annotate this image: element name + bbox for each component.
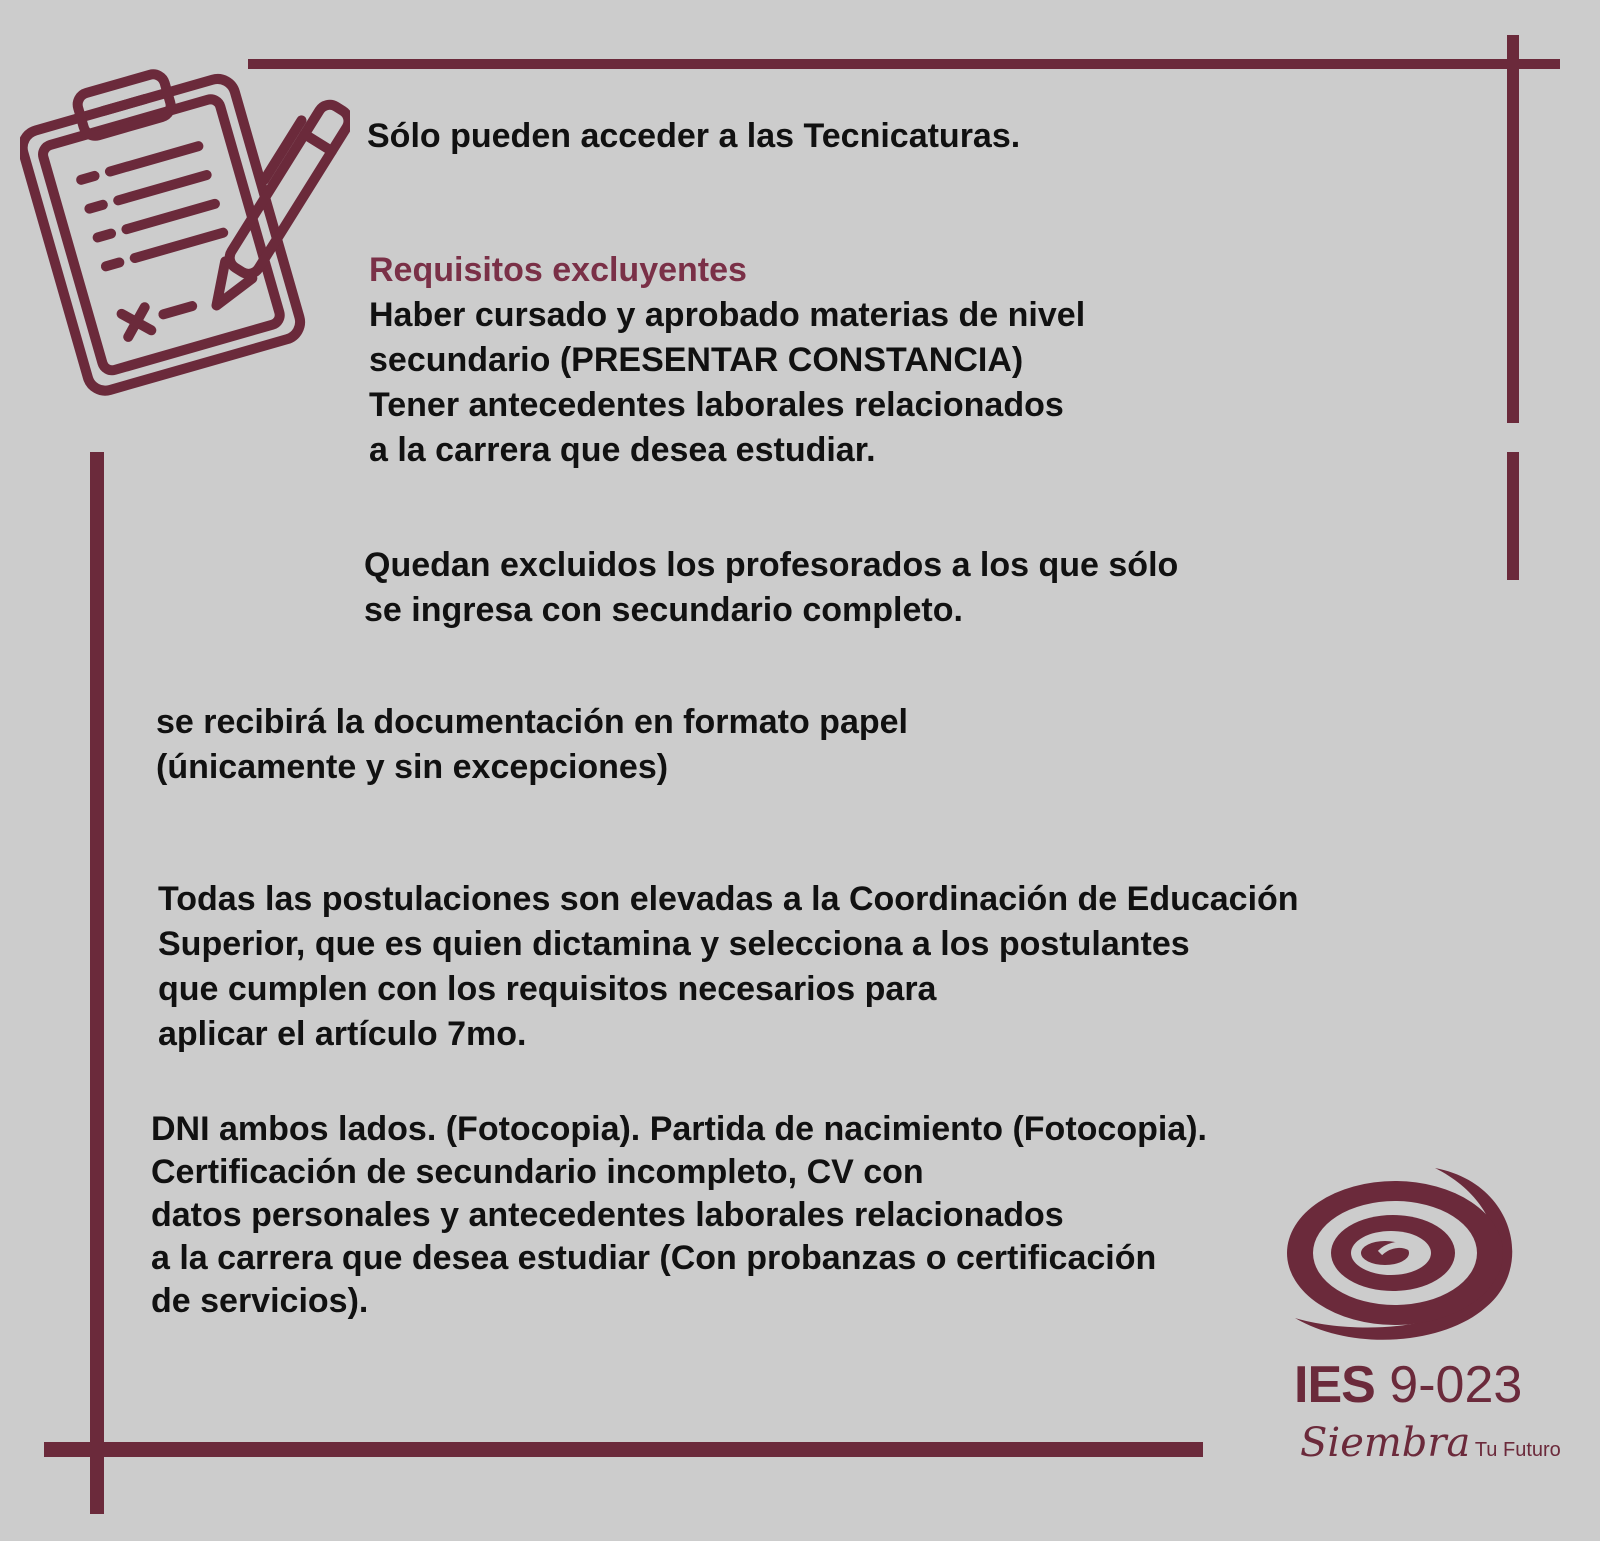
exclusion-line: Quedan excluidos los profesorados a los que sólo — [364, 546, 1179, 584]
tagline-script: Siembra — [1300, 1420, 1471, 1466]
requirements-heading: Requisitos excluyentes — [369, 251, 747, 289]
format-line: (únicamente y sin excepciones) — [156, 748, 669, 786]
exclusion-line: se ingresa con secundario completo. — [364, 591, 963, 629]
documents-line: datos personales y antecedentes laborales relacionados — [151, 1196, 1064, 1234]
postulation-line: Superior, que es quien dictamina y selecciona a los postulantes — [158, 925, 1190, 963]
institution-name — [1294, 1355, 1522, 1415]
institution-tagline — [1300, 1420, 1561, 1466]
postulation-line: que cumplen con los requisitos necesarios para — [158, 970, 937, 1008]
clipboard-checklist-icon — [20, 60, 350, 400]
documents-line: Certificación de secundario incompleto, CV con — [151, 1153, 924, 1191]
requirements-line: Haber cursado y aprobado materias de nivel — [369, 296, 1086, 334]
requirements-line: Tener antecedentes laborales relacionados — [369, 386, 1064, 424]
postulation-line: Todas las postulaciones son elevadas a la Coordinación de Educación — [158, 880, 1299, 918]
documents-line: DNI ambos lados. (Fotocopia). Partida de nacimiento (Fotocopia). — [151, 1110, 1207, 1148]
requirements-line: a la carrera que desea estudiar. — [369, 431, 876, 469]
requirements-block — [369, 248, 1085, 473]
exclusion-note — [364, 543, 1178, 633]
postulation-line: aplicar el artículo 7mo. — [158, 1015, 527, 1053]
documents-list — [151, 1108, 1207, 1323]
institution-acronym: IES — [1294, 1356, 1375, 1414]
intro-text: Sólo pueden acceder a las Tecnicaturas. — [367, 117, 1021, 155]
tagline-plain: Tu Futuro — [1474, 1439, 1561, 1461]
spiral-logo-icon — [1285, 1158, 1535, 1348]
documents-line: a la carrera que desea estudiar (Con probanzas o certificación — [151, 1239, 1157, 1277]
frame-right-line-upper — [1507, 35, 1519, 423]
requirements-line: secundario (PRESENTAR CONSTANCIA) — [369, 341, 1024, 379]
institution-number: 9-023 — [1389, 1356, 1523, 1414]
frame-left-line — [90, 452, 104, 1514]
format-note — [156, 700, 908, 790]
documents-line: de servicios). — [151, 1282, 369, 1320]
frame-top-line — [248, 59, 1560, 69]
frame-bottom-line — [44, 1442, 1203, 1457]
frame-right-line-lower — [1507, 452, 1519, 580]
postulation-note — [158, 877, 1299, 1057]
format-line: se recibirá la documentación en formato papel — [156, 703, 908, 741]
